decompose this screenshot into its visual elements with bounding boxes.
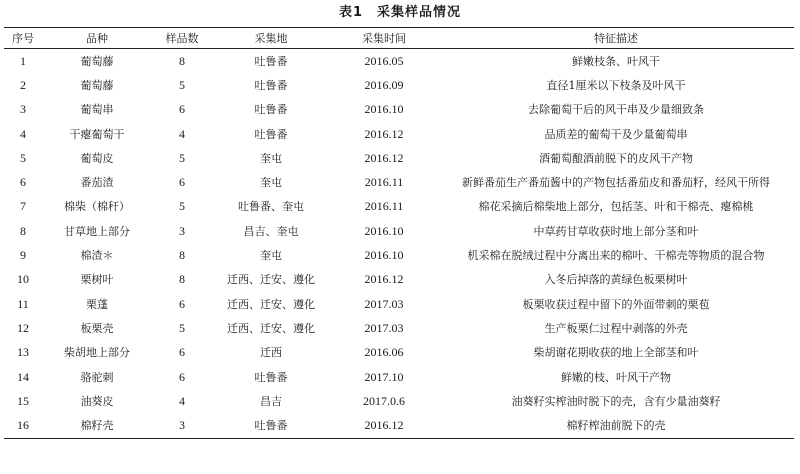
cell-sample-count: 5 [179, 77, 185, 92]
cell-date: 2016.10 [364, 248, 404, 263]
table-row [4, 49, 794, 74]
cell-date: 2016.10 [364, 223, 404, 238]
header-row [4, 28, 794, 49]
cell-description: 鲜嫩的枝、叶风干产物 [561, 370, 671, 384]
cell-description: 生产板栗仁过程中剥落的外壳 [544, 321, 688, 335]
cell-sample-count: 8 [179, 248, 185, 263]
cell-location: 昌吉、奎屯 [243, 224, 299, 238]
col-header-index: 序号 [4, 28, 42, 49]
samples-table [4, 27, 794, 439]
cell-location: 吐鲁番 [212, 413, 330, 438]
cell-sample-count: 6 [179, 369, 185, 384]
table-row [4, 413, 794, 438]
cell-description: 柴胡谢花期收获的地上全部茎和叶 [533, 346, 699, 360]
cell-date: 2016.12 [364, 126, 404, 141]
cell-location: 昌吉 [260, 394, 282, 408]
col-header-sample-count: 样品数 [152, 28, 212, 49]
table-row [4, 341, 794, 365]
cell-date: 2017.03 [364, 320, 404, 335]
cell-sample-count: 5 [179, 150, 185, 165]
cell-date: 2017.03 [364, 296, 404, 311]
cell-index: 15 [17, 393, 29, 408]
cell-sample-count: 5 [179, 199, 185, 214]
cell-sample-count: 6 [179, 175, 185, 190]
cell-index: 4 [20, 126, 26, 141]
cell-location: 迁西 [260, 346, 282, 360]
cell-date: 2016.09 [364, 77, 404, 92]
cell-location: 吐鲁番、奎屯 [238, 200, 304, 214]
cell-sample-count: 4 [179, 393, 185, 408]
cell-location: 吐鲁番 [254, 370, 288, 384]
cell-variety: 番茄渣 [80, 176, 114, 190]
cell-index: 14 [17, 369, 29, 384]
cell-location: 奎屯 [260, 176, 282, 190]
cell-date: 2016.06 [364, 345, 404, 360]
cell-variety: 骆驼刺 [80, 370, 114, 384]
table-row [4, 73, 794, 97]
table-title: 表1 采集样品情况 [338, 5, 462, 20]
cell-variety: 棉籽壳 [42, 413, 152, 438]
cell-description: 品质差的葡萄干及少量葡萄串 [544, 127, 688, 141]
table-row [4, 268, 794, 292]
cell-location: 吐鲁番 [254, 103, 288, 117]
cell-description: 直径1厘米以下枝条及叶风干 [546, 78, 686, 92]
cell-date: 2016.11 [364, 175, 404, 190]
table-row [4, 219, 794, 243]
cell-location: 迁西、迁安、遵化 [227, 321, 315, 335]
table-row [4, 98, 794, 122]
cell-index: 11 [17, 296, 29, 311]
cell-description: 去除葡萄干后的风干串及少量细致条 [528, 103, 704, 117]
cell-description: 油葵籽实榨油时脱下的壳，含有少量油葵籽 [511, 394, 721, 408]
cell-variety: 甘草地上部分 [64, 224, 130, 238]
cell-sample-count: 8 [179, 53, 185, 68]
cell-index: 12 [17, 320, 29, 335]
cell-variety: 油葵皮 [80, 394, 114, 408]
cell-variety: 棉渣＊ [80, 249, 114, 263]
cell-description: 酒葡萄酿酒前脱下的皮风干产物 [539, 151, 693, 165]
cell-date: 2016.12 [364, 150, 404, 165]
cell-location: 奎屯 [260, 151, 282, 165]
cell-date: 2017.0.6 [363, 393, 405, 408]
col-header-description: 特征描述 [438, 28, 794, 49]
cell-sample-count: 3 [152, 413, 212, 438]
cell-sample-count: 4 [179, 126, 185, 141]
table-row [4, 292, 794, 316]
cell-date: 2016.05 [364, 53, 404, 68]
cell-location: 吐鲁番 [254, 54, 288, 68]
cell-description: 中草药甘草收获时地上部分茎和叶 [533, 224, 699, 238]
cell-description: 板栗收获过程中留下的外面带刺的栗苞 [522, 297, 710, 311]
col-header-location: 采集地 [212, 28, 330, 49]
cell-index: 2 [20, 77, 26, 92]
cell-location: 奎屯 [260, 249, 282, 263]
table-row [4, 243, 794, 267]
table-row [4, 365, 794, 389]
cell-location: 吐鲁番 [254, 127, 288, 141]
cell-sample-count: 6 [179, 102, 185, 117]
cell-variety: 葡萄藤 [80, 54, 114, 68]
cell-location: 迁西、迁安、遵化 [227, 273, 315, 287]
table-row [4, 195, 794, 219]
cell-variety: 葡萄皮 [80, 151, 114, 165]
cell-location: 吐鲁番 [254, 78, 288, 92]
cell-date: 2016.11 [364, 199, 404, 214]
cell-description: 棉籽榨油前脱下的壳 [438, 413, 794, 438]
cell-date: 2017.10 [364, 369, 404, 384]
cell-index: 5 [20, 150, 26, 165]
cell-sample-count: 3 [179, 223, 185, 238]
cell-index: 16 [4, 413, 42, 438]
cell-variety: 柴胡地上部分 [64, 346, 130, 360]
cell-index: 8 [20, 223, 26, 238]
cell-location: 迁西、迁安、遵化 [227, 297, 315, 311]
col-header-date: 采集时间 [330, 28, 438, 49]
cell-index: 10 [17, 272, 29, 287]
cell-description: 新鲜番茄生产番茄酱中的产物包括番茄皮和番茄籽，经风干所得 [462, 176, 770, 190]
cell-sample-count: 5 [179, 320, 185, 335]
cell-sample-count: 8 [179, 272, 185, 287]
cell-variety: 棉柴（棉秆） [64, 200, 130, 214]
table-row [4, 389, 794, 413]
cell-variety: 葡萄串 [80, 103, 114, 117]
cell-variety: 葡萄藤 [80, 78, 114, 92]
cell-description: 鲜嫩枝条、叶风干 [572, 54, 660, 68]
cell-index: 1 [20, 53, 26, 68]
table-row [4, 146, 794, 170]
table-row [4, 170, 794, 194]
cell-date: 2016.12 [330, 413, 438, 438]
cell-date: 2016.10 [364, 102, 404, 117]
cell-variety: 栗蓬 [86, 297, 108, 311]
table-row [4, 316, 794, 340]
cell-index: 6 [20, 175, 26, 190]
cell-sample-count: 6 [179, 296, 185, 311]
cell-description: 机采棉在脱绒过程中分离出来的棉叶、干棉壳等物质的混合物 [467, 249, 765, 263]
table-row [4, 122, 794, 146]
cell-date: 2016.12 [364, 272, 404, 287]
cell-description: 入冬后掉落的黄绿色板栗树叶 [544, 273, 688, 287]
cell-index: 3 [20, 102, 26, 117]
cell-variety: 栗树叶 [80, 273, 114, 287]
cell-sample-count: 6 [179, 345, 185, 360]
col-header-variety: 品种 [42, 28, 152, 49]
cell-variety: 干瘪葡萄干 [69, 127, 125, 141]
cell-index: 9 [20, 248, 26, 263]
cell-index: 7 [20, 199, 26, 214]
cell-description: 棉花采摘后棉柴地上部分，包括茎、叶和干棉壳、瘪棉桃 [478, 200, 754, 214]
cell-variety: 板栗壳 [80, 321, 114, 335]
cell-index: 13 [17, 345, 29, 360]
